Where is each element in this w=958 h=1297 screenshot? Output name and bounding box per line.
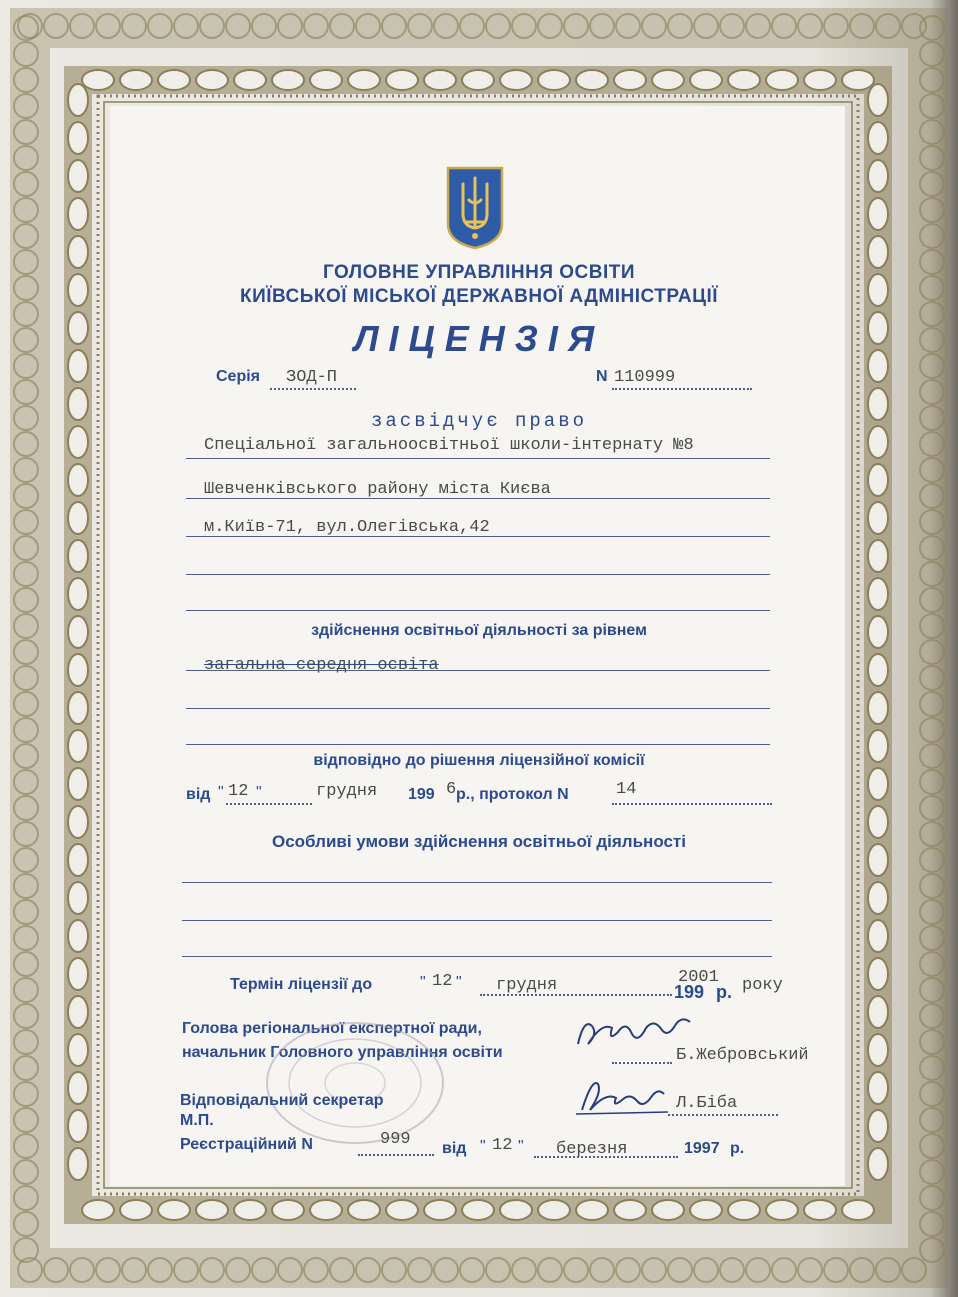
decision-heading: відповідно до рішення ліцензійної комісії (313, 752, 645, 769)
activity-heading: здійснення освітньої діяльності за рівнем (311, 622, 647, 639)
frame-lobe (500, 1200, 532, 1220)
frame-lobe (614, 70, 646, 90)
frame-lobe (68, 958, 88, 990)
frame-lobe (68, 1148, 88, 1180)
frame-lobe (68, 654, 88, 686)
frame-lobe (68, 540, 88, 572)
rule-11 (182, 956, 772, 957)
term-quote-close: " (456, 974, 462, 991)
frame-lobe (68, 768, 88, 800)
frame-lobe (68, 578, 88, 610)
frame-lobe (424, 1200, 456, 1220)
frame-lobe (538, 1200, 570, 1220)
frame-lobe (842, 1200, 874, 1220)
frame-lobe (68, 464, 88, 496)
term-quote-open: " (420, 974, 426, 991)
frame-lobe (158, 1200, 190, 1220)
frame-lobe (68, 882, 88, 914)
frame-lobe (868, 920, 888, 952)
frame-lobe (68, 160, 88, 192)
term-dots (480, 994, 672, 996)
frame-lobe (68, 692, 88, 724)
frame-lobe (766, 70, 798, 90)
frame-lobe (652, 70, 684, 90)
frame-lobe (868, 654, 888, 686)
frame-lobe (196, 70, 228, 90)
frame-lobe (868, 84, 888, 116)
term-printed-suffix: р. (716, 982, 732, 1002)
frame-lobe (766, 1200, 798, 1220)
frame-lobe (68, 198, 88, 230)
decision-month: грудня (316, 782, 378, 801)
decision-day: 12 (228, 782, 249, 801)
secretary-name: Л.Біба (676, 1094, 738, 1113)
frame-lobe (868, 502, 888, 534)
decision-year-prefix: 199 (408, 786, 435, 803)
frame-lobe (868, 882, 888, 914)
registration-month-dots (534, 1156, 678, 1158)
frame-lobe (158, 70, 190, 90)
frame-lobe (868, 1072, 888, 1104)
frame-lobe (82, 1200, 114, 1220)
rule-9 (182, 882, 772, 883)
frame-lobe (68, 1034, 88, 1066)
frame-lobe (424, 70, 456, 90)
frame-lobe (842, 70, 874, 90)
frame-lobe (868, 160, 888, 192)
secretary-label: Відповідальний секретар (180, 1092, 384, 1109)
frame-lobe (310, 70, 342, 90)
certifies-text: засвідчує право (370, 410, 588, 432)
frame-lobe (68, 502, 88, 534)
decision-quote-close: " (256, 784, 262, 801)
series-value: ЗОД-П (286, 368, 338, 387)
frame-lobe (68, 996, 88, 1028)
frame-lobe (68, 122, 88, 154)
frame-lobe (868, 1148, 888, 1180)
frame-lobe (868, 692, 888, 724)
frame-lobe (500, 70, 532, 90)
frame-lobe (234, 70, 266, 90)
registration-quote-open: " (480, 1138, 486, 1155)
frame-lobe (804, 70, 836, 90)
frame-lobe (538, 70, 570, 90)
term-written-suffix: року (742, 976, 783, 995)
frame-lobe (386, 70, 418, 90)
term-label: Термін ліцензії до (230, 976, 373, 993)
rule-8 (186, 744, 770, 745)
frame-lobe (690, 1200, 722, 1220)
registration-month: березня (556, 1140, 628, 1159)
frame-lobe (868, 1110, 888, 1142)
frame-lobe (868, 578, 888, 610)
frame-lobe (462, 1200, 494, 1220)
frame-lobe (68, 1072, 88, 1104)
frame-lobe (272, 1200, 304, 1220)
frame-lobe (868, 540, 888, 572)
frame-lobe (234, 1200, 266, 1220)
holder-line-3: м.Київ-71, вул.Олегівська,42 (204, 518, 490, 537)
frame-lobe (68, 920, 88, 952)
stamp-label: М.П. (180, 1112, 214, 1129)
frame-lobe (804, 1200, 836, 1220)
frame-lobe (196, 1200, 228, 1220)
frame-lobe (728, 1200, 760, 1220)
registration-number: 999 (380, 1130, 411, 1149)
registration-label: Реєстраційний N (180, 1136, 313, 1153)
decision-protocol: 14 (616, 780, 637, 799)
frame-lobe (120, 70, 152, 90)
activity-value: загальна середня освіта (204, 656, 439, 675)
decision-year-suffix: р., протокол N (456, 786, 569, 803)
frame-lobe (868, 768, 888, 800)
registration-number-dots (358, 1154, 434, 1156)
ukraine-trident-icon (446, 166, 504, 250)
frame-lobe (120, 1200, 152, 1220)
frame-lobe (868, 198, 888, 230)
frame-lobe (462, 70, 494, 90)
decision-quote-open: " (218, 784, 224, 801)
rule-2 (186, 498, 770, 499)
decision-from-label: від (186, 786, 211, 803)
frame-lobe (82, 70, 114, 90)
rule-4 (186, 574, 770, 575)
rule-7 (186, 708, 770, 709)
frame-lobe (348, 1200, 380, 1220)
rule-3 (186, 536, 770, 537)
frame-lobe (576, 1200, 608, 1220)
secretary-dots (668, 1114, 778, 1116)
number-value: 110999 (614, 368, 676, 387)
frame-lobe (386, 1200, 418, 1220)
chair-dots (612, 1062, 672, 1064)
frame-lobe (68, 84, 88, 116)
decision-day-dots (226, 803, 312, 805)
rule-1 (186, 458, 770, 459)
series-dots (270, 388, 356, 390)
number-dots (612, 388, 752, 390)
number-label: N (596, 368, 608, 385)
frame-lobe (348, 70, 380, 90)
frame-lobe (728, 70, 760, 90)
document-title: ЛІЦЕНЗІЯ (353, 318, 605, 359)
series-label: Серія (216, 368, 261, 385)
frame-lobe (614, 1200, 646, 1220)
rule-6 (186, 670, 770, 671)
frame-lobe (576, 70, 608, 90)
special-conditions-heading: Особливі умови здійснення освітньої діяльності (272, 832, 686, 851)
chair-line-2: начальник Головного управління освіти (182, 1044, 503, 1061)
frame-lobe (868, 958, 888, 990)
chair-name: Б.Жебровський (676, 1046, 809, 1065)
frame-lobe (868, 122, 888, 154)
term-month: грудня (496, 976, 558, 995)
frame-lobe (868, 464, 888, 496)
decision-protocol-dots (612, 803, 772, 805)
registration-suffix: р. (730, 1140, 745, 1157)
rule-5 (186, 610, 770, 611)
chair-signature (572, 1008, 702, 1058)
frame-lobe (652, 1200, 684, 1220)
rule-10 (182, 920, 772, 921)
term-written-year: 2001 (678, 968, 719, 987)
authority-line-1: ГОЛОВНЕ УПРАВЛІННЯ ОСВІТИ (322, 262, 636, 283)
registration-quote-close: " (518, 1138, 524, 1155)
holder-line-2: Шевченківського району міста Києва (204, 480, 551, 499)
chair-line-1: Голова регіональної експертної ради, (182, 1020, 482, 1037)
registration-from-label: від (442, 1140, 467, 1157)
holder-line-1: Спеціальної загальноосвітньої школи-інтернату №8 (204, 436, 694, 455)
authority-line-2: КИЇВСЬКОЇ МІСЬКОЇ ДЕРЖАВНОЇ АДМІНІСТРАЦІЇ (240, 286, 718, 307)
frame-lobe (310, 1200, 342, 1220)
registration-day: 12 (492, 1136, 513, 1155)
frame-lobe (868, 996, 888, 1028)
frame-lobe (868, 1034, 888, 1066)
frame-lobe (68, 1110, 88, 1142)
frame-lobe (272, 70, 304, 90)
term-printed-year: 199 (674, 982, 705, 1002)
secretary-signature (572, 1070, 672, 1122)
registration-year: 1997 (684, 1140, 720, 1157)
decision-year-digit: 6 (446, 780, 457, 799)
frame-lobe (690, 70, 722, 90)
official-stamp (262, 1018, 448, 1148)
term-day: 12 (432, 972, 453, 991)
